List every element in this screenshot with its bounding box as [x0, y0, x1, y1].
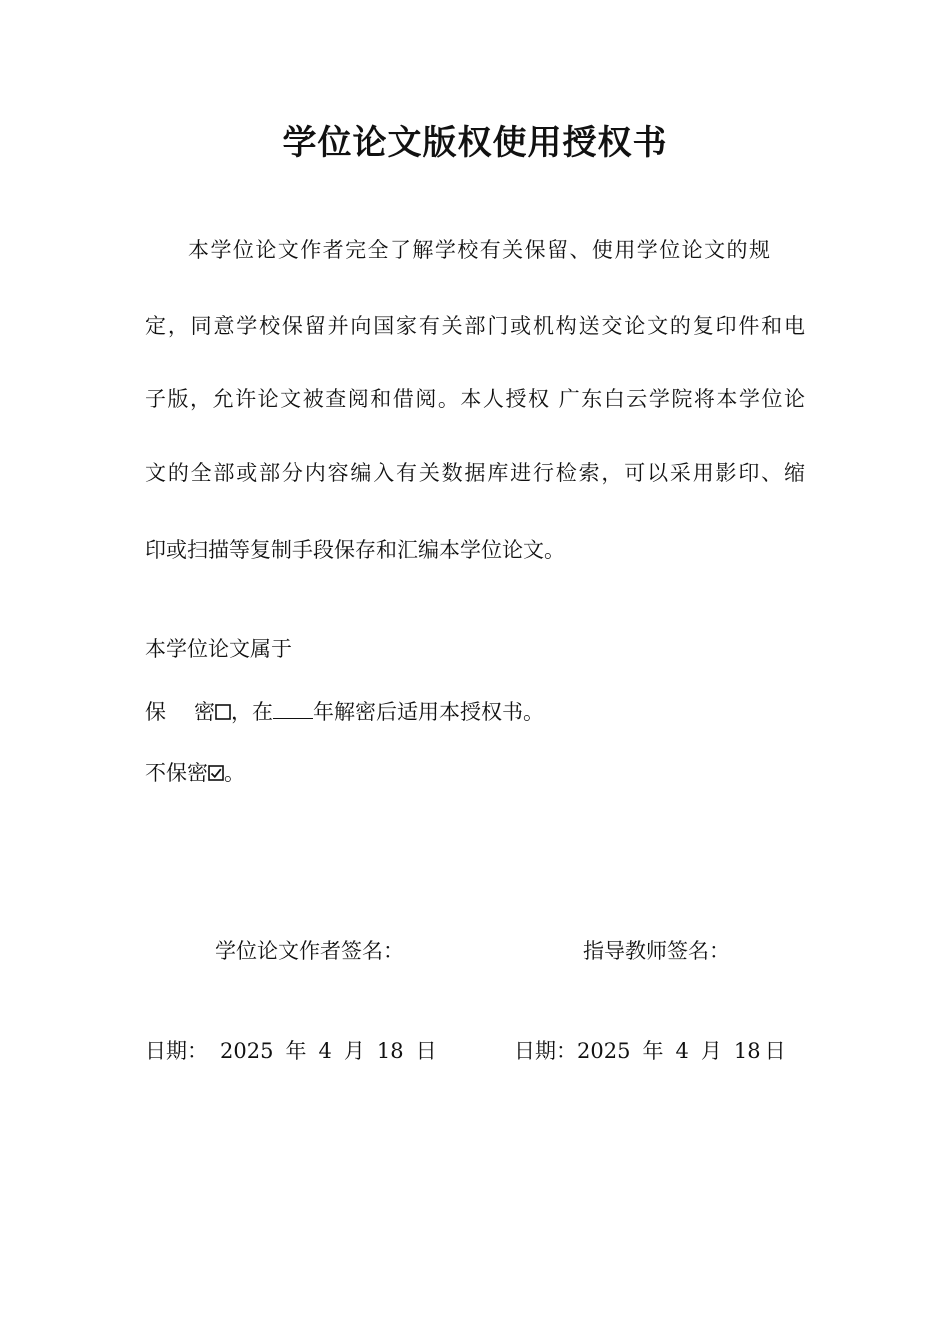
date-month: 4 [675, 1039, 689, 1063]
statement-line-2: 定，同意学校保留并向国家有关部门或机构送交论文的复印件和电 [145, 314, 805, 338]
decrypt-year-blank [273, 696, 313, 719]
secret-label-part1: 保 [145, 700, 166, 724]
secret-checkbox-unchecked-icon[interactable] [215, 704, 231, 720]
date-day-unit: 日 [764, 1039, 786, 1063]
secret-option [145, 696, 544, 727]
secret-suffix-after-blank: 年解密后适用本授权书。 [313, 700, 544, 724]
date-label: 日期： [145, 1039, 208, 1063]
date-year-unit: 年 [285, 1039, 307, 1063]
date-month: 4 [318, 1039, 332, 1063]
date-year: 2025 [577, 1039, 631, 1063]
statement-line-1: 本学位论文作者完全了解学校有关保留、使用学位论文的规 [188, 238, 770, 262]
non-secret-checkbox-checked-icon[interactable] [208, 765, 224, 781]
status-heading: 本学位论文属于 [145, 637, 292, 661]
date-year: 2025 [220, 1039, 274, 1063]
date-label: 日期： [514, 1039, 577, 1063]
date-year-unit: 年 [642, 1039, 664, 1063]
date-day: 18 [376, 1039, 404, 1063]
non-secret-label: 不保密 [145, 761, 208, 785]
date-day-unit: 日 [415, 1039, 437, 1063]
date-month-unit: 月 [700, 1039, 722, 1063]
non-secret-suffix: 。 [224, 761, 245, 785]
statement-line-4: 文的全部或部分内容编入有关数据库进行检索，可以采用影印、缩 [145, 461, 805, 485]
date-month-unit: 月 [343, 1039, 365, 1063]
author-date [145, 1036, 437, 1066]
statement-line-3: 子版，允许论文被查阅和借阅。本人授权 广东白云学院将本学位论 [145, 387, 805, 411]
advisor-signature-label: 指导教师签名： [583, 939, 730, 963]
advisor-date [514, 1036, 786, 1066]
document-title: 学位论文版权使用授权书 [282, 123, 668, 163]
secret-label-part2: 密 [194, 700, 215, 724]
statement-line-5: 印或扫描等复制手段保存和汇编本学位论文。 [145, 538, 565, 562]
secret-suffix-before-blank: ，在 [231, 700, 273, 724]
author-signature-label: 学位论文作者签名： [215, 939, 404, 963]
non-secret-option [145, 758, 245, 788]
date-day: 18 [733, 1039, 761, 1063]
